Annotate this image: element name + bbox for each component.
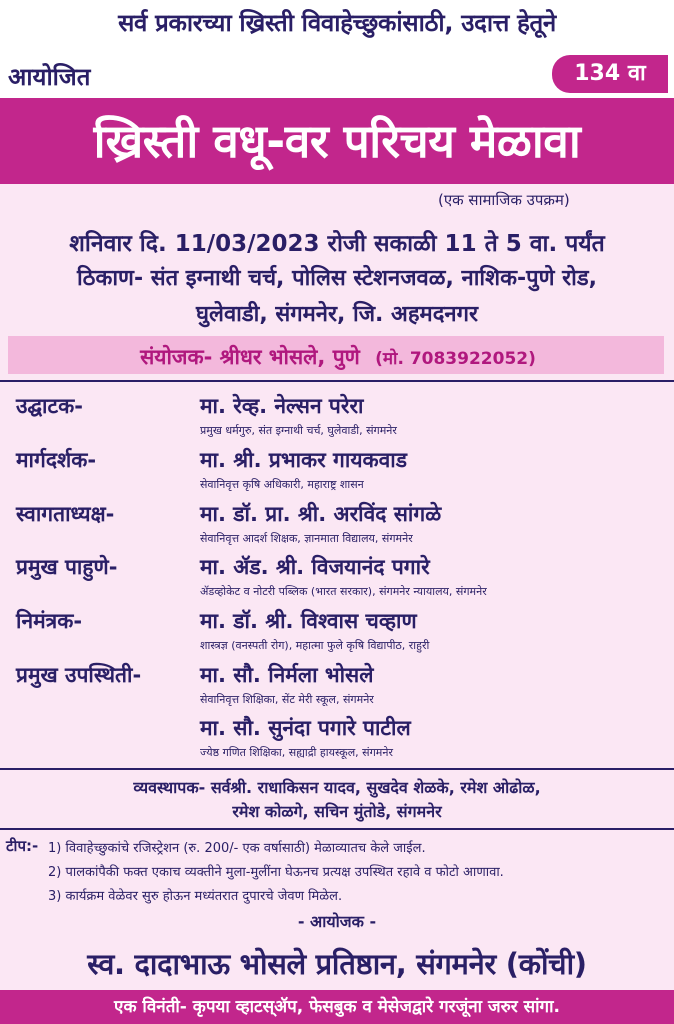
guest-role: स्वागताध्यक्ष- bbox=[16, 502, 115, 526]
managers-line-1: व्यवस्थापक- सर्वश्री. राधाकिसन यादव, सुखदेव शेळके, रमेश ओढोळ, bbox=[133, 778, 541, 797]
guest-desc: सेवानिवृत्त शिक्षिका, सेंट मेरी स्कूल, संगमनेर bbox=[200, 693, 374, 706]
guest-role: निमंत्रक- bbox=[16, 609, 83, 633]
divider bbox=[0, 828, 674, 830]
guest-desc: सेवानिवृत्त कृषि अधिकारी, महाराष्ट्र शासन bbox=[200, 478, 364, 491]
venue-line-1: ठिकाण- संत इग्नाथी चर्च, पोलिस स्टेशनजवळ, नाशिक-पुणे रोड, bbox=[76, 266, 598, 291]
managers-line-2: रमेश कोळगे, सचिन मुंतोडे, संगमनेर bbox=[232, 802, 442, 821]
guest-name: मा. श्री. प्रभाकर गायकवाड bbox=[200, 448, 407, 472]
guest-name: मा. डॉ. श्री. विश्वास चव्हाण bbox=[200, 609, 417, 633]
guest-desc: शास्त्रज्ञ (वनस्पती रोग), महात्मा फुले कृषि विद्यापीठ, राहुरी bbox=[200, 639, 430, 652]
coordinator bbox=[18, 343, 658, 371]
guest-role: मार्गदर्शक- bbox=[16, 448, 97, 472]
initiative-text: (एक सामाजिक उपक्रम) bbox=[438, 191, 570, 209]
notes-label: टीप:- bbox=[6, 837, 39, 855]
event-date: शनिवार दि. 11/03/2023 रोजी सकाळी 11 ते 5 वा. पर्यंत bbox=[69, 231, 605, 257]
organized-label: आयोजित bbox=[8, 63, 91, 91]
guest-name: मा. सौ. निर्मला भोसले bbox=[200, 663, 374, 687]
guest-name: मा. डॉ. प्रा. श्री. अरविंद सांगळे bbox=[200, 502, 442, 526]
edition-badge: 134 वा bbox=[552, 55, 668, 93]
organizer-name: स्व. दादाभाऊ भोसले प्रतिष्ठान, संगमनेर (कोंची) bbox=[87, 947, 587, 981]
divider bbox=[0, 380, 674, 382]
guest-role: प्रमुख उपस्थिती- bbox=[16, 663, 142, 687]
divider bbox=[0, 768, 674, 770]
note-item: 1) विवाहेच्छुकांचे रजिस्ट्रेशन (रु. 200/- एक वर्षासाठी) मेळाव्यातच केले जाईल. bbox=[48, 841, 426, 856]
guest-name: मा. ॲड. श्री. विजयानंद पगारे bbox=[200, 555, 430, 579]
note-item: 3) कार्यक्रम वेळेवर सुरु होऊन मध्यंतरात दुपारचे जेवण मिळेल. bbox=[48, 889, 343, 904]
guest-desc: ज्येष्ठ गणित शिक्षिका, सह्याद्री हायस्कूल, संगमनेर bbox=[200, 746, 393, 759]
guest-name: मा. सौ. सुनंदा पगारे पाटील bbox=[200, 716, 411, 740]
event-title-banner: ख्रिस्ती वधू-वर परिचय मेळावा bbox=[0, 98, 674, 184]
guest-desc: सेवानिवृत्त आदर्श शिक्षक, ज्ञानमाता विद्यालय, संगमनेर bbox=[200, 532, 413, 545]
guest-desc: प्रमुख धर्मगुरु, संत इग्नाथी चर्च, घुलेवाडी, संगमनेर bbox=[200, 424, 397, 437]
coordinator-mobile: (मो. 7083922052) bbox=[375, 349, 536, 369]
guest-role: उद्घाटक- bbox=[16, 394, 83, 418]
organizer-label: - आयोजक - bbox=[297, 912, 377, 931]
header-top-line: सर्व प्रकारच्या ख्रिस्ती विवाहेच्छुकांसाठी, उदात्त हेतूने bbox=[118, 9, 556, 37]
guest-role: प्रमुख पाहुणे- bbox=[16, 555, 118, 579]
note-item: 2) पालकांपैकी फक्त एकाच व्यक्तीने मुला-मुलींना घेऊनच प्रत्यक्ष उपस्थित रहावे व फोटो आणावा. bbox=[48, 865, 504, 880]
venue-line-2: घुलेवाडी, संगमनेर, जि. अहमदनगर bbox=[196, 302, 478, 327]
guest-name: मा. रेव्ह. नेल्सन परेरा bbox=[200, 394, 364, 418]
coordinator-name: संयोजक- श्रीधर भोसले, पुणे bbox=[140, 345, 360, 369]
guest-desc: ॲडव्होकेट व नोटरी पब्लिक (भारत सरकार), संगमनेर न्यायालय, संगमनेर bbox=[200, 585, 487, 598]
footer-request: एक विनंती- कृपया व्हाटस्ॲप, फेसबुक व मेसेजद्वारे गरजूंना जरुर सांगा. bbox=[0, 990, 674, 1024]
